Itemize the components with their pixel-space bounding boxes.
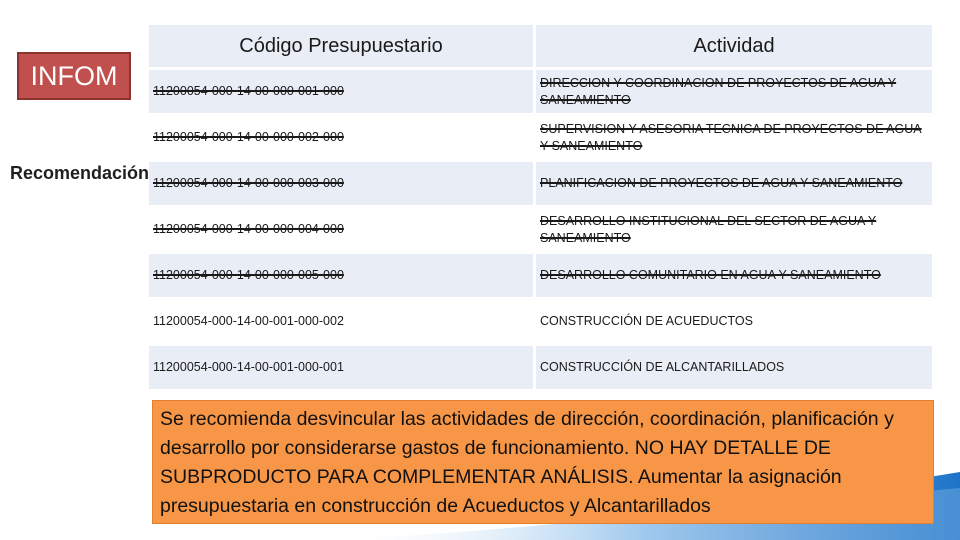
table-row <box>149 300 932 343</box>
table-row <box>149 346 932 389</box>
header-activity: Actividad <box>536 25 932 67</box>
recommendation-note: Se recomienda desvincular las actividades de dirección, coordinación, planificación y desarrollo por considerarse gastos de funcionamiento. NO HAY DETALLE DE SUBPRODUCTO PARA COMPLEMENTAR ANÁLISIS. Aumentar la asignación presupuestaria en construcción de Acueductos y Alcantarillados <box>152 400 934 524</box>
activity-cell: DIRECCION Y COORDINACION DE PROYECTOS DE AGUA Y SANEAMIENTO <box>536 70 932 113</box>
table-row <box>149 116 932 159</box>
budget-code-cell: 11200054-000-14-00-000-001-000 <box>149 70 533 113</box>
activity-cell: DESARROLLO COMUNITARIO EN AGUA Y SANEAMIENTO <box>536 254 932 297</box>
table-row <box>149 208 932 251</box>
budget-code-cell: 11200054-000-14-00-000-004-000 <box>149 208 533 251</box>
table-row <box>149 70 932 113</box>
table-row <box>149 254 932 297</box>
budget-code-cell: 11200054-000-14-00-000-005-000 <box>149 254 533 297</box>
activity-cell: CONSTRUCCIÓN DE ALCANTARILLADOS <box>536 346 932 389</box>
activity-cell: DESARROLLO INSTITUCIONAL DEL SECTOR DE AGUA Y SANEAMIENTO <box>536 208 932 251</box>
table-row <box>149 162 932 205</box>
activity-cell: SUPERVISION Y ASESORIA TECNICA DE PROYECTOS DE AGUA Y SANEAMIENTO <box>536 116 932 159</box>
infom-badge-label: INFOM <box>30 60 118 91</box>
budget-code-cell: 11200054-000-14-00-001-000-002 <box>149 300 533 343</box>
activity-cell: CONSTRUCCIÓN DE ACUEDUCTOS <box>536 300 932 343</box>
header-budget-code: Código Presupuestario <box>149 25 533 67</box>
budget-activity-table <box>146 22 935 392</box>
budget-code-cell: 11200054-000-14-00-000-002-000 <box>149 116 533 159</box>
budget-code-cell: 11200054-000-14-00-001-000-001 <box>149 346 533 389</box>
activity-cell: PLANIFICACION DE PROYECTOS DE AGUA Y SANEAMIENTO <box>536 162 932 205</box>
infom-badge <box>17 52 131 100</box>
recommendation-heading: Recomendación <box>10 163 150 183</box>
table-header-row <box>149 25 932 67</box>
budget-code-cell: 11200054-000-14-00-000-003-000 <box>149 162 533 205</box>
